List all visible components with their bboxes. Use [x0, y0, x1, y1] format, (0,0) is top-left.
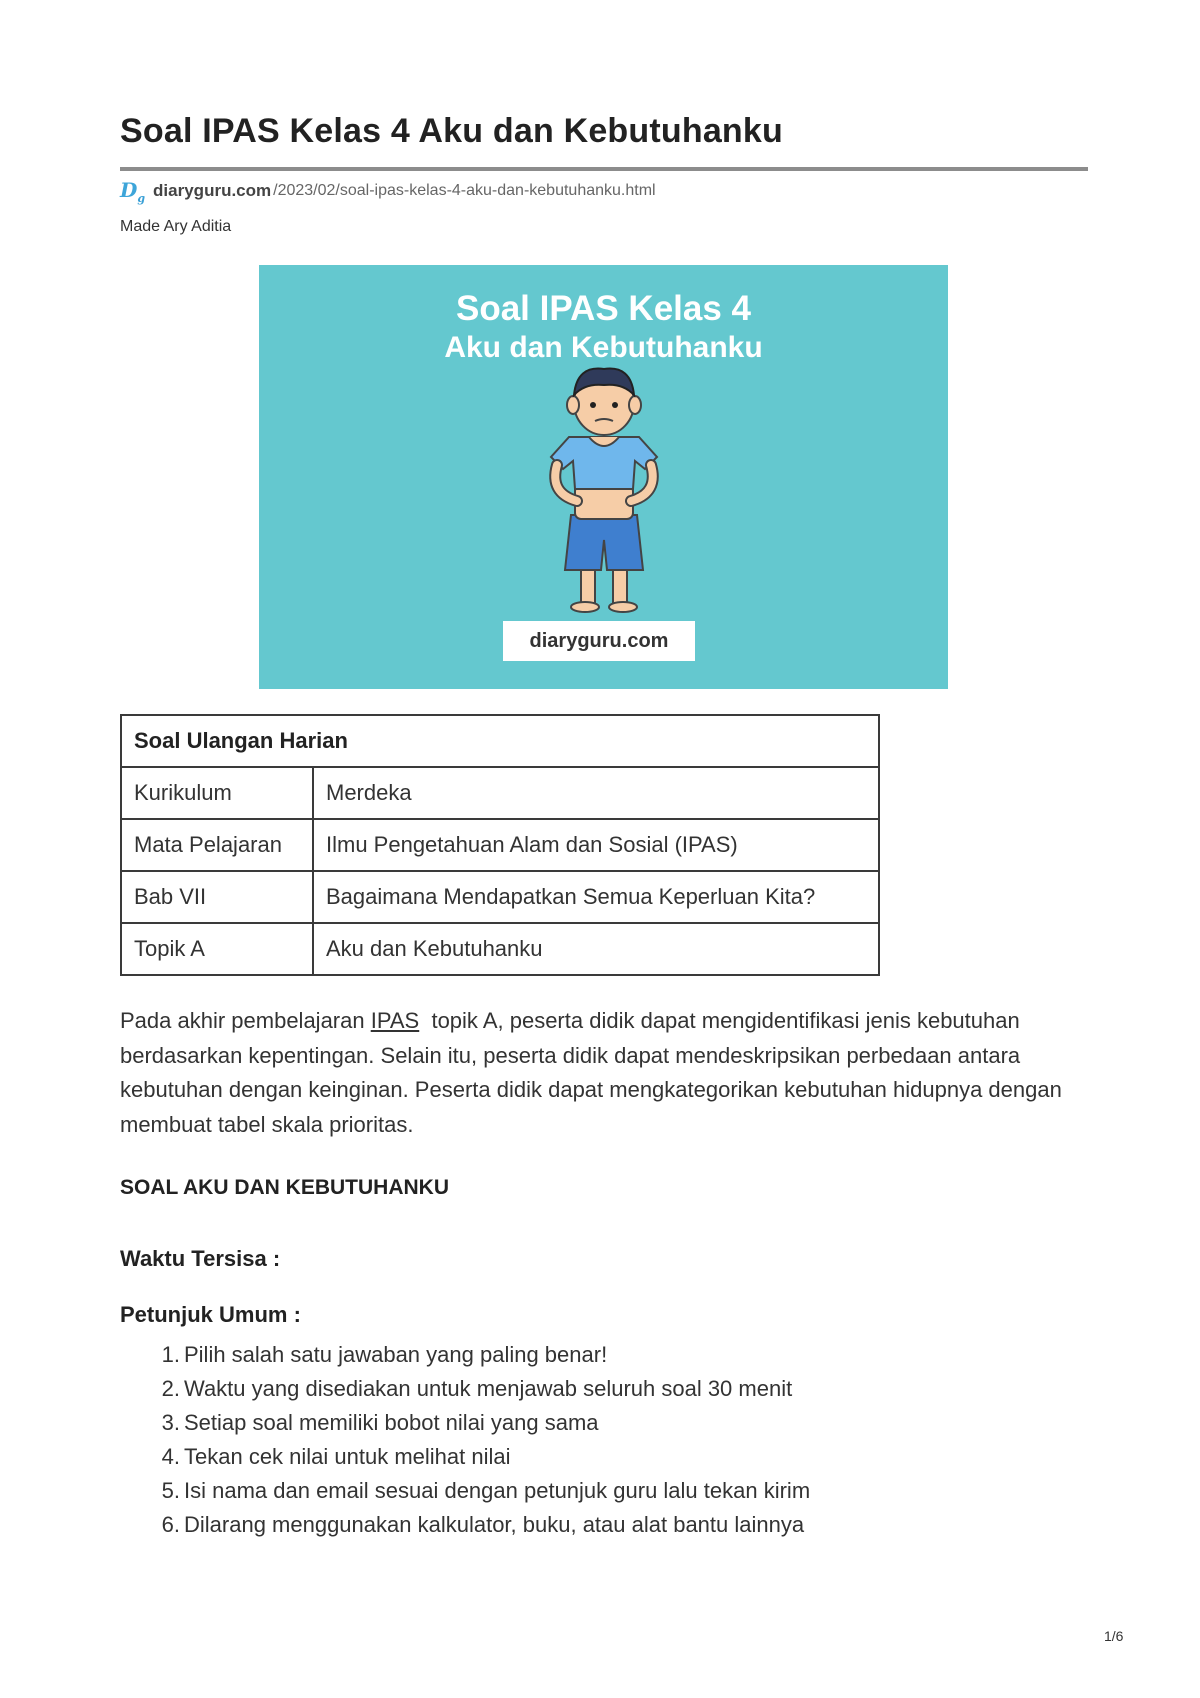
hero-title: Soal IPAS Kelas 4 [455, 289, 752, 328]
table-header: Soal Ulangan Harian [121, 715, 879, 767]
page-number: 1/6 [1104, 1628, 1124, 1644]
list-text: Dilarang menggunakan kalkulator, buku, atau alat bantu lainnya [184, 1512, 805, 1537]
title-divider [120, 167, 1088, 171]
site-logo-letter: D [120, 177, 138, 202]
list-number: 2. [161, 1376, 180, 1401]
list-text: Pilih salah satu jawaban yang paling benar! [184, 1342, 608, 1367]
list-item [152, 1338, 810, 1372]
table-cell-value: Ilmu Pengetahuan Alam dan Sosial (IPAS) [313, 819, 879, 871]
intro-paragraph [120, 1004, 1070, 1142]
table-row [121, 871, 879, 923]
hero-badge: diaryguru.com [503, 621, 695, 661]
site-logo-sub: g [137, 191, 146, 205]
table-row [121, 923, 879, 975]
boy-illustration-icon [519, 365, 689, 615]
time-remaining-label: Waktu Tersisa : [120, 1246, 281, 1271]
list-number: 6. [161, 1512, 180, 1537]
table-cell-value: Aku dan Kebutuhanku [313, 923, 879, 975]
list-number: 5. [161, 1478, 180, 1503]
hero-image [259, 265, 948, 689]
guide-list [152, 1338, 810, 1542]
list-text: Waktu yang disediakan untuk menjawab seluruh soal 30 menit [184, 1376, 793, 1401]
list-item [152, 1474, 810, 1508]
list-number: 4. [161, 1444, 180, 1469]
table-row [121, 819, 879, 871]
table-cell-value: Merdeka [313, 767, 879, 819]
table-cell-label: Kurikulum [121, 767, 313, 819]
intro-text-end: topik A, peserta didik dapat mengidentifikasi jenis kebutuhan berdasarkan kepentingan. Selain itu, peserta didik dapat mendeskripsikan perbedaan antara kebutuhan dengan keinginan. Peserta didik dapat mengkategorikan kebutuhan hidupnya dengan membuat tabel skala prioritas. [120, 1008, 1068, 1137]
list-item [152, 1508, 810, 1542]
lesson-info-table [120, 714, 880, 976]
list-item [152, 1406, 810, 1440]
list-number: 3. [161, 1410, 180, 1435]
guide-label: Petunjuk Umum : [120, 1302, 301, 1327]
source-domain-link[interactable]: diaryguru.com [153, 181, 272, 200]
list-number: 1. [161, 1342, 180, 1367]
list-item [152, 1372, 810, 1406]
table-row [121, 767, 879, 819]
ipas-link[interactable]: IPAS [370, 1008, 420, 1033]
author-name: Made Ary Aditia [120, 218, 232, 235]
table-cell-label: Bab VII [121, 871, 313, 923]
table-header-row [121, 715, 879, 767]
table-cell-label: Topik A [121, 923, 313, 975]
list-item [152, 1440, 810, 1474]
hero-subtitle: Aku dan Kebutuhanku [444, 331, 763, 364]
site-logo-icon [120, 178, 145, 205]
list-text: Isi nama dan email sesuai dengan petunjuk guru lalu tekan kirim [184, 1478, 811, 1503]
list-text: Setiap soal memiliki bobot nilai yang sama [184, 1410, 599, 1435]
section-heading: SOAL AKU DAN KEBUTUHANKU [120, 1176, 449, 1199]
source-path-link[interactable]: /2023/02/soal-ipas-kelas-4-aku-dan-kebutuhanku.html [273, 182, 656, 199]
page-title: Soal IPAS Kelas 4 Aku dan Kebutuhanku [120, 112, 783, 150]
list-text: Tekan cek nilai untuk melihat nilai [184, 1444, 511, 1469]
source-line [120, 177, 656, 205]
intro-text-start: Pada akhir pembelajaran [120, 1008, 371, 1033]
table-cell-value: Bagaimana Mendapatkan Semua Keperluan Kita? [313, 871, 879, 923]
table-cell-label: Mata Pelajaran [121, 819, 313, 871]
